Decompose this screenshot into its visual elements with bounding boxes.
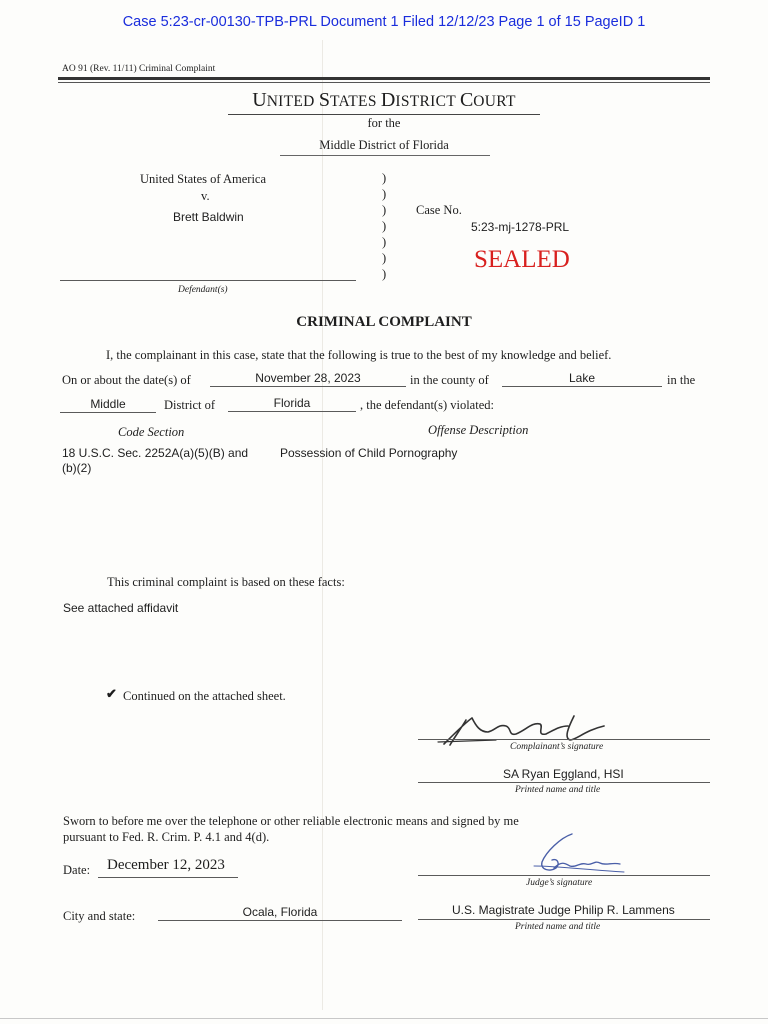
code-section-line1: 18 U.S.C. Sec. 2252A(a)(5)(B) and	[62, 446, 249, 460]
date-prefix: On or about the date(s) of	[62, 373, 191, 387]
facts-intro: This criminal complaint is based on these facts:	[107, 575, 345, 589]
date-signed-value: December 12, 2023	[107, 857, 225, 873]
plaintiff-name: United States of America	[140, 172, 267, 186]
complainant-printed-line	[418, 782, 710, 783]
page-fold	[322, 40, 323, 1010]
judge-printed-label: Printed name and title	[515, 922, 601, 932]
district-underline	[280, 155, 490, 156]
defendant-name: Brett Baldwin	[173, 210, 244, 224]
caption-paren: )	[382, 187, 387, 201]
offense-description-header: Offense Description	[428, 423, 529, 437]
county-field-line	[502, 386, 662, 387]
county-value: Lake	[568, 371, 596, 385]
facts-content: See attached affidavit	[63, 601, 179, 615]
caption-paren: )	[382, 219, 387, 233]
sworn-line2: pursuant to Fed. R. Crim. P. 4.1 and 4(d).	[63, 830, 270, 844]
date-signed-line	[98, 877, 238, 878]
form-code: AO 91 (Rev. 11/11) Criminal Complaint	[62, 64, 216, 74]
caption-paren: )	[382, 203, 387, 217]
page-bottom-edge	[0, 1018, 768, 1019]
judge-printed-line	[418, 919, 710, 920]
case-no-label: Case No.	[416, 203, 462, 217]
defendant-label: Defendant(s)	[178, 285, 228, 295]
code-section-line2: (b)(2)	[62, 461, 92, 475]
complainant-printed-name: SA Ryan Eggland, HSI	[503, 767, 624, 781]
complainant-statement: I, the complainant in this case, state that the following is true to the best of my knowledge and belief.	[106, 348, 612, 362]
offense-date: November 28, 2023	[255, 371, 361, 385]
court-title: UNITED STATES DISTRICT COURT	[252, 89, 516, 111]
complainant-printed-label: Printed name and title	[515, 785, 601, 795]
district-field-line	[60, 412, 156, 413]
city-state-label: City and state:	[63, 909, 136, 923]
county-label: in the county of	[410, 373, 489, 387]
continued-label: Continued on the attached sheet.	[123, 689, 286, 703]
case-number: 5:23-mj-1278-PRL	[471, 220, 570, 234]
for-the: for the	[367, 116, 401, 130]
date-label: Date:	[63, 863, 91, 877]
case-stamp-header: Case 5:23-cr-00130-TPB-PRL Document 1 Filed 12/12/23 Page 1 of 15 PageID 1	[122, 14, 646, 30]
district-of-label: District of	[164, 398, 216, 412]
in-the: in the	[667, 373, 696, 387]
title-underline	[228, 114, 540, 115]
judge-signature-label: Judge’s signature	[526, 878, 593, 888]
city-state-line	[158, 920, 402, 921]
defendant-line	[60, 280, 356, 281]
state-field-line	[228, 411, 356, 412]
top-rule-thin	[58, 82, 710, 83]
judge-signature-image	[528, 830, 628, 876]
code-section-header: Code Section	[118, 425, 185, 439]
caption-paren: )	[382, 171, 387, 185]
offense-description: Possession of Child Pornography	[280, 446, 458, 460]
sworn-line1: Sworn to before me over the telephone or other reliable electronic means and signed by me	[63, 814, 519, 828]
district-name: Middle District of Florida	[319, 138, 449, 152]
versus: v.	[201, 189, 210, 203]
complainant-signature-line	[418, 739, 710, 740]
violated-label: , the defendant(s) violated:	[360, 398, 494, 412]
caption-paren: )	[382, 251, 387, 265]
district-value: Middle	[90, 397, 126, 411]
judge-signature-line	[418, 875, 710, 876]
state-value: Florida	[273, 396, 311, 410]
date-field-line	[210, 386, 406, 387]
judge-printed-name: U.S. Magistrate Judge Philip R. Lammens	[452, 903, 675, 917]
top-rule-thick	[58, 77, 710, 80]
caption-paren: )	[382, 267, 387, 281]
complaint-title: CRIMINAL COMPLAINT	[296, 314, 472, 330]
complainant-signature-label: Complainant’s signature	[510, 742, 604, 752]
caption-paren: )	[382, 235, 387, 249]
sealed-stamp: SEALED	[474, 246, 570, 273]
city-state-value: Ocala, Florida	[242, 905, 318, 919]
continued-checkmark: ✔	[106, 686, 117, 701]
